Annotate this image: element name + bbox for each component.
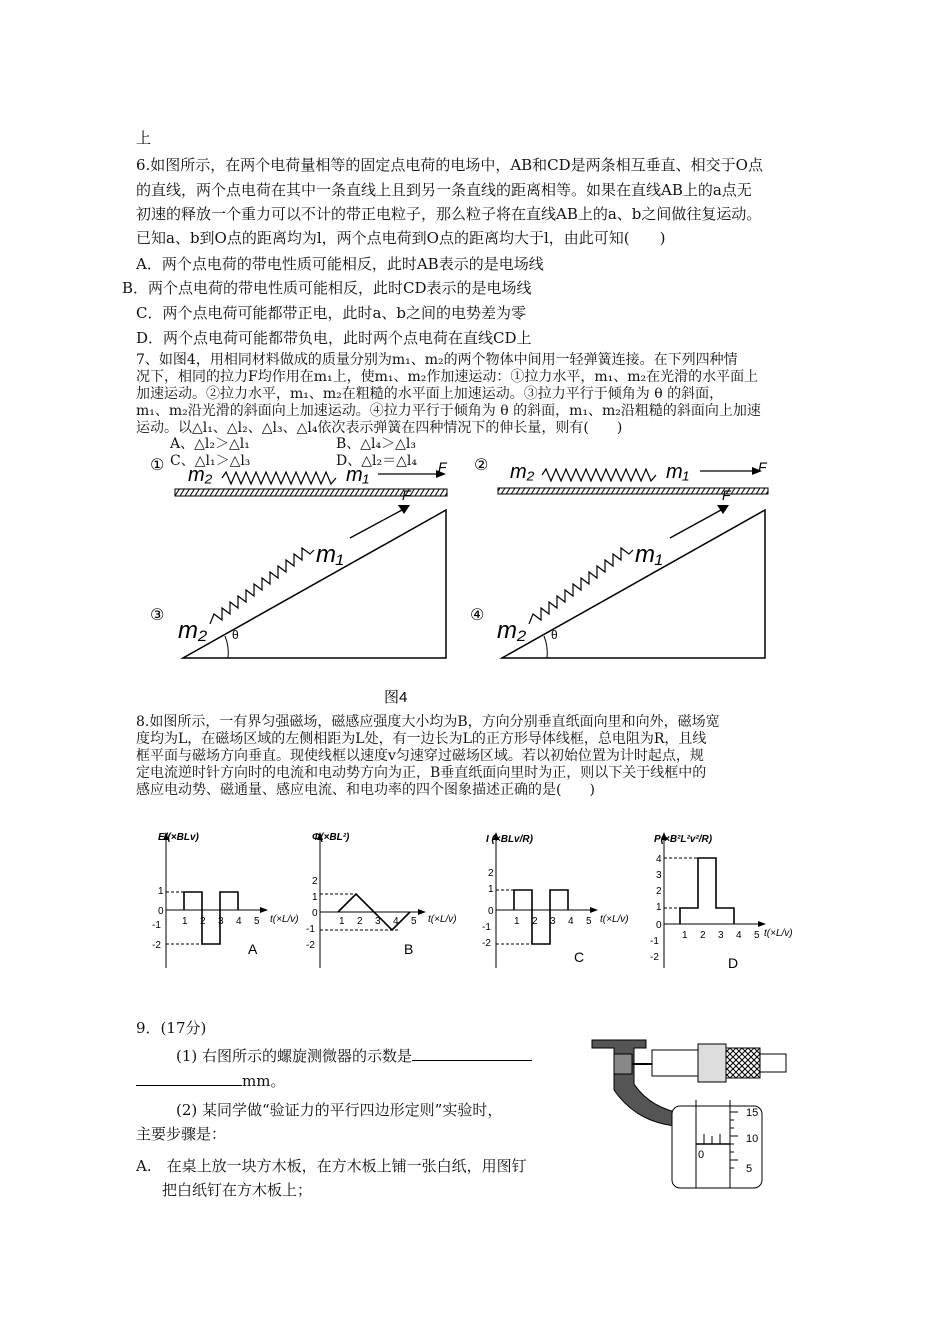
q6-option-d: D．两个点电荷可能都带负电，此时两个点电荷在直线CD上 <box>136 329 532 347</box>
case-2-label: ② <box>474 457 489 474</box>
force-label: F <box>758 459 767 475</box>
m1-label: m₁ <box>666 461 689 483</box>
q7-line-1: 7、如图4，用相同材料做成的质量分别为m₁、m₂的两个物体中间用一轻弹簧连接。在下列四种情 <box>136 352 738 368</box>
q8-line-4: 定电流逆时针方向时的电流和电动势方向为正，B垂直纸面向里时为正，则以下关于线框中的 <box>136 765 707 781</box>
q9-step-a-line-1: A. 在桌上放一块方木板，在方木板上铺一张白纸，用图钉 <box>136 1157 527 1175</box>
q8-graphs <box>0 828 950 978</box>
svg-text:1: 1 <box>312 892 318 903</box>
case-3-label: ③ <box>150 607 165 624</box>
force-label: F <box>722 487 731 503</box>
q6-line-4: 已知a、b到O点的距离均为l，两个点电荷到O点的距离均大于l，由此可知( ) <box>136 229 666 247</box>
svg-text:t(×L/v): t(×L/v) <box>270 914 299 925</box>
svg-text:D: D <box>728 955 739 971</box>
svg-text:1: 1 <box>514 916 520 927</box>
svg-text:0: 0 <box>158 906 164 917</box>
continuation-text: 上 <box>136 129 152 147</box>
svg-text:2: 2 <box>656 886 662 897</box>
svg-text:0: 0 <box>698 1149 705 1161</box>
sleeve <box>652 1050 698 1076</box>
svg-text:3: 3 <box>550 916 556 927</box>
svg-text:3: 3 <box>218 916 224 927</box>
svg-text:-1: -1 <box>152 920 161 931</box>
m2-label: m₂ <box>178 617 208 644</box>
q9-title: 9．(17分) <box>136 1019 207 1037</box>
svg-text:A: A <box>248 941 258 957</box>
graph-b <box>306 832 457 968</box>
svg-text:t(×L/v): t(×L/v) <box>428 914 457 925</box>
force-label: F <box>402 487 411 503</box>
q7-line-3: 加速运动。②拉力水平，m₁、m₂在粗糙的水平面上加速运动。③拉力平行于倾角为 θ 的斜面， <box>136 386 724 402</box>
theta-label: θ <box>551 628 558 642</box>
svg-text:2: 2 <box>200 916 206 927</box>
graph-d <box>650 832 793 971</box>
q9-part1: (1) 右图所示的螺旋测微器的示数是 <box>176 1046 532 1066</box>
svg-text:1: 1 <box>158 886 164 897</box>
theta-label: θ <box>232 628 239 642</box>
svg-text:E/(×BLv): E/(×BLv) <box>158 832 199 843</box>
svg-text:t(×L/v): t(×L/v) <box>600 914 629 925</box>
m1-label: m₁ <box>346 464 369 486</box>
figure-4 <box>0 448 950 708</box>
spring <box>210 548 314 624</box>
svg-text:5: 5 <box>746 1163 753 1175</box>
answer-blank[interactable] <box>412 1046 532 1061</box>
svg-text:2: 2 <box>357 916 363 927</box>
spring <box>529 548 633 624</box>
svg-text:Φ(×BL²): Φ(×BL²) <box>312 832 350 843</box>
q9-step-a-line-2: 把白纸钉在方木板上； <box>162 1181 313 1199</box>
svg-text:-1: -1 <box>650 936 659 947</box>
svg-text:4: 4 <box>656 854 662 865</box>
svg-text:1: 1 <box>488 884 494 895</box>
q7-line-4: m₁、m₂沿光滑的斜面向上加速运动。④拉力平行于倾角为 θ 的斜面，m₁、m₂沿粗糙的斜面向上加速 <box>136 403 761 419</box>
svg-text:-1: -1 <box>482 922 491 933</box>
svg-text:5: 5 <box>754 930 760 941</box>
svg-text:2: 2 <box>532 916 538 927</box>
spring <box>542 469 656 481</box>
svg-text:4: 4 <box>236 916 242 927</box>
svg-text:1: 1 <box>182 916 188 927</box>
svg-text:5: 5 <box>586 916 592 927</box>
micrometer-figure <box>586 1030 796 1190</box>
q9-part2-line-1: (2) 某同学做“验证力的平行四边形定则”实验时， <box>176 1101 503 1119</box>
m1-label: m₁ <box>635 541 663 568</box>
graph-c <box>482 832 629 968</box>
force-arrow <box>670 510 721 538</box>
q7-line-2: 况下，相同的拉力F均作用在m₁上，使m₁、m₂作加速运动：①拉力水平，m₁、m₂在光滑的水平面上 <box>136 369 759 385</box>
q7-option-b: B、△l₄＞△l₃ <box>336 436 417 452</box>
svg-text:3: 3 <box>656 870 662 881</box>
q8-line-5: 感应电动势、磁通量、感应电流、和电功率的四个图象描述正确的是( ) <box>136 782 595 798</box>
angle-arc <box>544 636 547 658</box>
figure-caption: 图4 <box>384 689 408 706</box>
svg-text:-1: -1 <box>306 924 315 935</box>
m1-label: m₁ <box>316 541 344 568</box>
force-arrow <box>350 510 402 538</box>
svg-text:1: 1 <box>682 930 688 941</box>
svg-text:-2: -2 <box>482 938 491 949</box>
svg-text:5: 5 <box>254 916 260 927</box>
q7-option-d: D、△l₂＝△l₄ <box>336 453 417 469</box>
q7-line-5: 运动。以△l₁、△l₂、△l₃、△l₄依次表示弹簧在四种情况下的伸长量，则有( ) <box>136 420 623 436</box>
q6-line-1: 6.如图所示，在两个电荷量相等的固定点电荷的电场中，AB和CD是两条相互垂直、相交于O点 <box>136 156 763 174</box>
svg-text:B: B <box>404 941 414 957</box>
svg-text:4: 4 <box>736 930 742 941</box>
svg-text:C: C <box>574 949 585 965</box>
svg-text:0: 0 <box>656 920 662 931</box>
case-1-label: ① <box>150 457 165 474</box>
case-4-label: ④ <box>470 607 485 624</box>
m2-label: m₂ <box>510 461 535 483</box>
incline <box>502 510 765 658</box>
force-label: F <box>438 459 447 475</box>
q7-option-a: A、△l₂＞△l₁ <box>170 436 250 452</box>
svg-text:t(×L/v): t(×L/v) <box>764 928 793 939</box>
svg-text:0: 0 <box>312 908 318 919</box>
svg-text:0: 0 <box>488 906 494 917</box>
answer-blank[interactable] <box>136 1071 242 1086</box>
svg-text:-2: -2 <box>152 940 161 951</box>
svg-text:-2: -2 <box>306 940 315 951</box>
svg-text:I (×BLv/R): I (×BLv/R) <box>486 834 533 845</box>
m2-label: m₂ <box>497 617 527 644</box>
svg-text:5: 5 <box>411 916 417 927</box>
svg-text:2: 2 <box>312 876 318 887</box>
q6-line-3: 初速的释放一个重力可以不计的带正电粒子，那么粒子将在直线AB上的a、b之间做往复运动。 <box>136 205 762 223</box>
q9-part2-line-2: 主要步骤是： <box>136 1125 227 1143</box>
svg-text:1: 1 <box>656 902 662 913</box>
svg-text:-2: -2 <box>650 952 659 963</box>
ratchet <box>760 1054 786 1072</box>
graph-a <box>152 832 299 968</box>
svg-text:1: 1 <box>339 916 345 927</box>
svg-text:3: 3 <box>718 930 724 941</box>
q6-option-b: B．两个点电荷的带电性质可能相反，此时CD表示的是电场线 <box>122 279 532 297</box>
svg-text:P(×B²L²v²/R): P(×B²L²v²/R) <box>654 834 713 845</box>
svg-text:3: 3 <box>375 916 381 927</box>
anvil <box>614 1054 632 1074</box>
svg-text:2: 2 <box>488 868 494 879</box>
q7-option-c: C、△l₁＞△l₃ <box>170 453 251 469</box>
q6-option-a: A．两个点电荷的带电性质可能相反，此时AB表示的是电场线 <box>136 255 544 273</box>
svg-text:4: 4 <box>393 916 399 927</box>
q8-line-3: 框平面与磁场方向垂直。现使线框以速度v匀速穿过磁场区域。若以初始位置为计时起点，规 <box>136 748 704 764</box>
svg-text:10: 10 <box>746 1133 759 1145</box>
spring <box>222 472 336 484</box>
thimble <box>698 1044 726 1082</box>
svg-text:2: 2 <box>700 930 706 941</box>
q9-part1-unit: mm。 <box>136 1071 285 1091</box>
q8-line-1: 8.如图所示，一有界匀强磁场，磁感应强度大小均为B，方向分别垂直纸面向里和向外，磁场宽 <box>136 714 720 730</box>
ratchet-knurl <box>726 1048 760 1078</box>
svg-text:4: 4 <box>568 916 574 927</box>
q8-line-2: 度均为L，在磁场区域的左侧相距为L处，有一边长为L的正方形导体线框，总电阻为R，且线 <box>136 731 707 747</box>
q6-option-c: C．两个点电荷可能都带正电，此时a、b之间的电势差为零 <box>136 304 527 322</box>
incline <box>183 510 446 658</box>
m2-label: m₂ <box>188 464 213 486</box>
svg-text:15: 15 <box>746 1107 759 1119</box>
angle-arc <box>225 636 228 658</box>
q6-line-2: 的直线，两个点电荷在其中一条直线上且到另一条直线的距离相等。如果在直线AB上的a点无 <box>136 181 752 199</box>
